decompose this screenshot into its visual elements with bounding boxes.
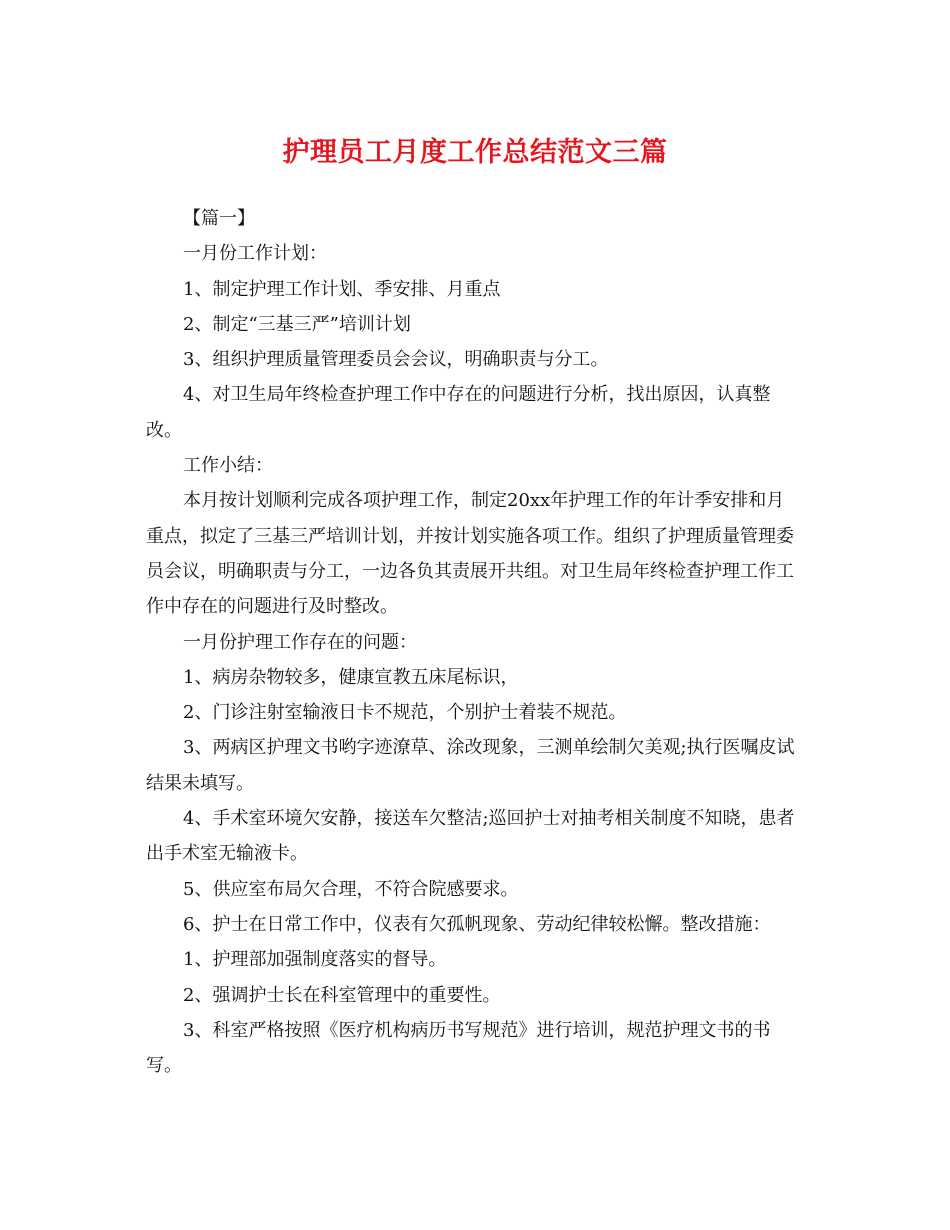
document-title: 护理员工月度工作总结范文三篇 [282,137,668,168]
document-body [146,201,800,1083]
paragraph: 2、强调护士长在科室管理中的重要性。 [183,984,501,1006]
paragraph: 4、手术室环境欠安静，接送车欠整洁;巡回护士对抽考相关制度不知晓，患者出手术室无输液卡。 [146,808,795,865]
paragraph: 1、护理部加强制度落实的督导。 [183,949,447,971]
paragraph: 工作小结： [183,455,273,477]
paragraph: 2、制定“三基三严”培训计划 [183,313,411,335]
paragraph: 5、供应室布局欠合理，不符合院感要求。 [183,878,519,900]
paragraph: 6、护士在日常工作中，仪表有欠孤帆现象、劳动纪律较松懈。整改措施： [183,913,771,935]
paragraph: 4、对卫生局年终检查护理工作中存在的问题进行分析，找出原因，认真整改。 [146,384,771,441]
paragraph: 一月份护理工作存在的问题： [183,631,417,653]
paragraph: 2、门诊注射室输液日卡不规范，个别护士着装不规范。 [183,702,627,724]
paragraph: 3、组织护理质量管理委员会会议，明确职责与分工。 [183,349,609,371]
paragraph: 1、制定护理工作计划、季安排、月重点 [183,278,501,300]
paragraph: 本月按计划顺利完成各项护理工作，制定20xx年护理工作的年计季安排和月重点，拟定了三基三严培训计划，并按计划实施各项工作。组织了护理质量管理委员会议，明确职责与分工，一边各负其责展开共组。对卫生局年终检查护理工作工作中存在的问题进行及时整改。 [146,490,794,618]
section-heading: 【篇一】 [183,208,255,229]
paragraph: 3、两病区护理文书哟字迹潦草、涂改现象，三测单绘制欠美观;执行医嘱皮试结果未填写。 [146,737,795,794]
paragraph: 1、病房杂物较多，健康宣教五床尾标识， [183,666,519,688]
paragraph: 3、科室严格按照《医疗机构病历书写规范》进行培训，规范护理文书的书写。 [146,1019,771,1077]
paragraph: 一月份工作计划： [183,243,327,265]
